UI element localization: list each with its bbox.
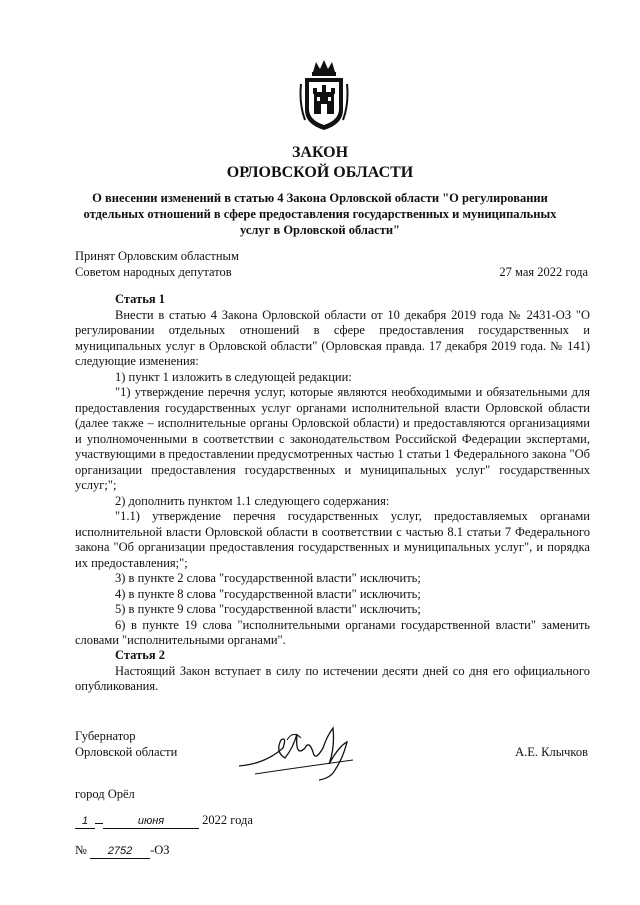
document-type-title: ЗАКОН <box>291 144 349 161</box>
article-1-paragraph: 1) пункт 1 изложить в следующей редакции: <box>115 369 352 384</box>
article-1-paragraph: 4) в пункте 8 слова "государственной власти" исключить; <box>115 586 421 601</box>
signer-position-line1: Губернатор <box>75 729 136 743</box>
article-1-heading: Статья 1 <box>115 292 165 306</box>
article-2-paragraph: Настоящий Закон вступает в силу по истечении десяти дней со дня его официального опубликования. <box>75 663 590 693</box>
law-number <box>75 842 170 859</box>
article-2-heading: Статья 2 <box>115 648 165 662</box>
article-1 <box>75 292 590 649</box>
signer-name: А.Е. Клычков <box>515 745 588 759</box>
article-1-paragraph: 3) в пункте 2 слова "государственной власти" исключить; <box>115 571 421 585</box>
article-1-paragraph: Внести в статью 4 Закона Орловской области от 10 декабря 2019 года № 2431-ОЗ "О регулировании отдельных отношений в сфере предоставления государственных и муниципальных услуг в Орловской области" (Орловская правда. 17 декабря 2019 года. № 141) следующие изменения: <box>75 307 590 368</box>
article-1-paragraph: 2) дополнить пунктом 1.1 следующего содержания: <box>115 493 390 508</box>
handwritten-signature <box>235 718 365 788</box>
region-title: ОРЛОВСКОЙ ОБЛАСТИ <box>226 164 414 181</box>
article-1-paragraph: "1) утверждение перечня услуг, которые являются необходимыми и обязательными для предоставления государственных услуг органами исполнительной власти Орловской области (далее также – исполнительные органы Орловской области) и предоставляются организациями и уполномоченными в соответствии с законодательством Российской Федерации экспертами, участвующими в предоставлении предусмотренных частью 1 статьи 1 Федерального закона "Об организации предоставления государственных и муниципальных услуг" государственных услуг;"; <box>75 385 590 492</box>
article-1-paragraph: 5) в пункте 9 слова "государственной власти" исключить; <box>115 602 421 616</box>
law-number-value: 2752 <box>90 844 150 859</box>
adoption-body-line2: Советом народных депутатов <box>75 265 232 279</box>
signer-position-line2: Орловской области <box>75 745 178 759</box>
law-number-suffix: -ОЗ <box>150 843 170 857</box>
law-number-prefix: № <box>75 843 87 857</box>
signing-month: июня <box>103 814 199 829</box>
city-name: город Орёл <box>75 787 135 801</box>
article-1-paragraph: "1.1) утверждение перечня государственных услуг, предоставляемых органами исполнительной власти Орловской области в соответствии с частью 8.1 статьи 7 Федерального закона "Об организации предоставления государственных и муниципальных услуг", и порядка их предоставления;"; <box>75 509 590 570</box>
signing-day: 1 <box>75 814 95 829</box>
adoption-date: 27 мая 2022 года <box>499 265 588 279</box>
signing-date <box>75 812 253 829</box>
signing-year: 2022 года <box>202 813 253 827</box>
adoption-body-line1: Принят Орловским областным <box>75 249 239 263</box>
coat-of-arms-emblem <box>299 58 349 134</box>
article-1-paragraph: 6) в пункте 19 слова "исполнительными органами государственной власти" заменить словами "исполнительными органами". <box>75 617 590 647</box>
article-2 <box>75 648 590 695</box>
law-subtitle: О внесении изменений в статью 4 Закона Орловской области "О регулировании отдельных отношений в сфере предоставления государственных и муниципальных услуг в Орловской области" <box>83 191 557 237</box>
